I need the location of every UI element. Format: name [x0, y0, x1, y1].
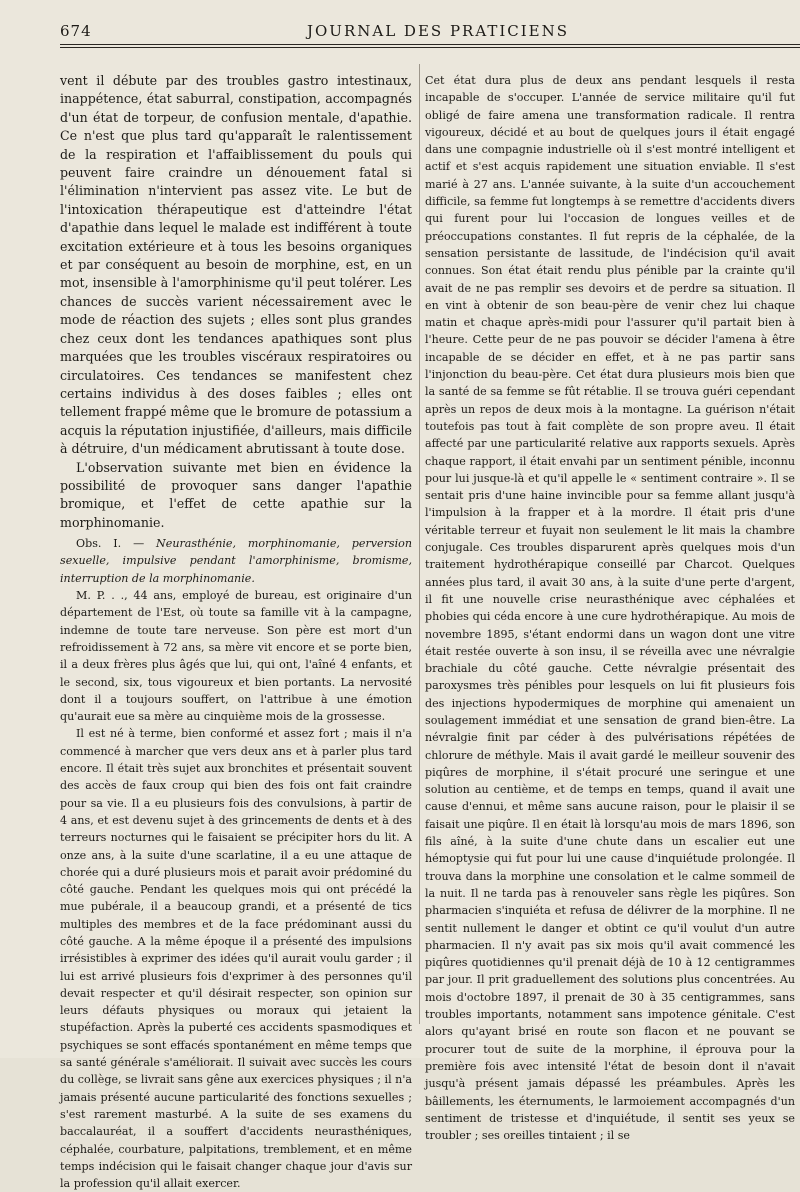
right-column	[425, 72, 795, 1144]
paragraph-intoxication: vent il débute par des troubles gastro intestinaux, inappétence, état saburral, constipation, accompagnés d'un état de torpeur, de confusion mentale, d'apathie. Ce n'est que plus tard qu'apparaît le ralentissement de la respiration et l'affaiblissement du pouls qui peuvent faire craindre un dénouement fatal si l'élimination n'intervient pas assez vite. Le but de l'intoxication thérapeutique est d'atteindre l'état d'apathie dans lequel le malade est indifférent à toute excitation extérieure et à tous les besoins organiques et par conséquent au besoin de morphine, est, en un mot, insensible à l'amorphinisme qu'il peut tolérer. Les chances de succès varient nécessairement avec le mode de réaction des sujets ; elles sont plus grandes chez ceux dont les tendances apathiques sont plus marquées que les troubles viscéraux respiratoires ou circulatoires. Ces tendances se manifestent chez certains individus à des doses faibles ; elles ont tellement frappé même que le bromure de potassium a acquis la réputation injustifiée, d'ailleurs, mais difficile à détruire, d'un médicament abrutissant à toute dose.	[60, 73, 412, 457]
column-divider	[419, 64, 420, 1024]
journal-title: JOURNAL DES PRATICIENS	[307, 22, 570, 40]
paragraph-case-continuation: Cet état dura plus de deux ans pendant lesquels il resta incapable de s'occuper. L'année de service militaire qu'il fut obligé de faire amena une transformation radicale. Il rentra vigoureux, décidé et au bout de quelques jours il était engagé dans une compagnie industrielle où il s'est montré intelligent et actif et s'est acquis rapidement une situation enviable. Il s'est marié à 27 ans. L'année suivante, à la suite d'un accouchement difficile, sa femme fut longtemps à se remettre d'accidents divers qui furent pour lui l'occasion de longues veilles et de préoccupations constantes. Il fut repris de la céphalée, de la sensation persistante de lassitude, de l'indécision qu'il avait connues. Son état était rendu plus pénible par la crainte qu'il avait de ne pas remplir ses devoirs et de perdre sa situation. Il en vint à obtenir de son beau-père de venir chez lui chaque matin et chaque après-midi pour l'assurer qu'il partait bien à l'heure. Cette peur de ne pas pouvoir se décider l'amena à être incapable de se décider en effet, et à ne pas partir sans l'injonction du beau-père. Cet état dura plusieurs mois bien que la santé de sa femme se fût rétablie. Il se trouva guéri cependant après un repos de deux mois à la montagne. La guérison n'était toutefois pas tout à fait complète de son propre aveu. Il était affecté par une particularité relative aux rapports sexuels. Après chaque rapport, il était envahi par un sentiment pénible, inconnu pour lui jusque-là et qu'il appelle le « sentiment contraire ». Il se sentait pris d'une haine invincible pour sa femme allant jusqu'à l'impulsion à la frapper et à la mordre. Il était pris d'une véritable terreur et fuyait non seulement le lit mais la chambre conjugale. Ces troubles disparurent après quelques mois d'un traitement hydrothérapique conseillé par Charcot. Quelques années plus tard, il avait 30 ans, à la suite d'une perte d'argent, il fit une nouvelle crise neurasthénique avec céphalées et phobies qui céda encore à une cure hydrothérapique. Au mois de novembre 1895, s'étant endormi dans un wagon dont une vitre était restée ouverte à son insu, il se réveilla avec une névralgie brachiale du côté gauche. Cette névralgie présentait des paroxysmes très pénibles pour lesquels on lui fit plusieurs fois des injections hypodermiques de morphine qui amenaient un soulagement immédiat et une sensation de grand bien-être. La névralgie finit par céder à des pulvérisations répétées de chlorure de méthyle. Mais il avait gardé le meilleur souvenir des piqûres de morphine, il s'était procuré une seringue et une solution au centième, et de temps en temps, quand il avait une cause d'ennui, et même sans aucune raison, pour le plaisir il se faisait une piqûre. Il en était là lorsqu'au mois de mars 1896, son fils aîné, à la suite d'une chute dans un escalier eut une hémoptysie qui fut pour lui une cause d'inquiétude prolongée. Il trouva dans la morphine une consolation et le calme sommeil de la nuit. Il ne tarda pas à renouveler sans règle les piqûres. Son pharmacien s'inquiéta et refusa de délivrer de la morphine. Il ne sentit nullement le danger et obtint ce qu'il voulut d'un autre pharmacien. Il n'y avait pas six mois qu'il avait commencé les piqûres quotidiennes qu'il prenait déjà de 10 à 12 centigrammes par jour. Il prit graduellement des solutions plus concentrées. Au mois d'octobre 1897, il prenait de 30 à 35 centigrammes, sans troubles importants, notamment sans impotence génitale. C'est alors qu'ayant brisé en route son flacon et ne pouvant se procurer tout de suite de la morphine, il éprouva pour la première fois avec intensité l'état de besoin dont il n'avait jusqu'à présent jamais dépassé les préambules. Après les bâillements, les éternuments, le larmoiement accompagnés d'un sentiment de tristesse et d'inquiétude, il sentit ses yeux se troubler ; ses oreilles tintaient ; il se	[425, 74, 795, 1143]
header-rule-top	[60, 44, 800, 45]
observation-title: Neurasthénie, morphinomanie, perversion sexuelle, impulsive pendant l'amorphinisme, bromisme, interruption de la morphinomanie.	[60, 537, 412, 585]
left-column	[60, 72, 412, 1192]
paragraph-patient-history: M. P. . ., 44 ans, employé de bureau, est originaire d'un département de l'Est, où toute sa famille vit à la campagne, indemne de toute tare nerveuse. Son père est mort d'un refroidissement à 72 ans, sa mère vit encore et se porte bien, il a deux frères plus âgés que lui, qui ont, l'aîné 4 enfants, et le second, six, tous vigoureux et bien portants. La nervosité dont il a toujours souffert, on l'attribue à une émotion qu'aurait eue sa mère au cinquième mois de la grossesse.	[60, 589, 412, 724]
page-header	[60, 22, 800, 46]
observation-heading	[60, 535, 412, 587]
observation-label: Obs. I. —	[76, 537, 145, 551]
header-rule-bottom	[60, 47, 800, 48]
paragraph-childhood: Il est né à terme, bien conformé et assez fort ; mais il n'a commencé à marcher que vers deux ans et à parler plus tard encore. Il était très sujet aux bronchites et présentait souvent des accès de faux croup qui bien des fois ont fait craindre pour sa vie. Il a eu plusieurs fois des convulsions, à partir de 4 ans, et est devenu sujet à des grincements de dents et à des terreurs nocturnes qui le faisaient se précipiter hors du lit. A onze ans, à la suite d'une scarlatine, il a eu une attaque de chorée qui a duré plusieurs mois et parait avoir prédominé du côté gauche. Pendant les quelques mois qui ont précédé la mue pubérale, il a beaucoup grandi, et a présenté de tics multiples des membres et de la face prédominant aussi du côté gauche. A la même époque il a présenté des impulsions irrésistibles à exprimer des idées qu'il aurait voulu garder ; il lui est arrivé plusieurs fois d'exprimer à des personnes qu'il devait respecter et qu'il désirait respecter, son opinion sur leurs défauts physiques ou moraux qui jetaient la stupéfaction. Après la puberté ces accidents spasmodiques et psychiques se sont effacés spontanément en même temps que sa santé générale s'améliorait. Il suivait avec succès les cours du collège, se livrait sans gêne aux exercices physiques ; il n'a jamais présenté aucune particularité des fonctions sexuelles ; s'est rarement masturbé. A la suite de ses examens du baccalauréat, il a souffert d'accidents neurasthéniques, céphalée, courbature, palpitations, tremblement, et en même temps indécision qui le faisait changer chaque jour d'avis sur la profession qu'il allait exercer.	[60, 727, 412, 1191]
paragraph-observation-intro: L'observation suivante met bien en évidence la possibilité de provoquer sans danger l'apathie bromique, et l'effet de cette apathie sur la morphinomanie.	[60, 459, 412, 530]
page-number: 674	[60, 22, 92, 40]
